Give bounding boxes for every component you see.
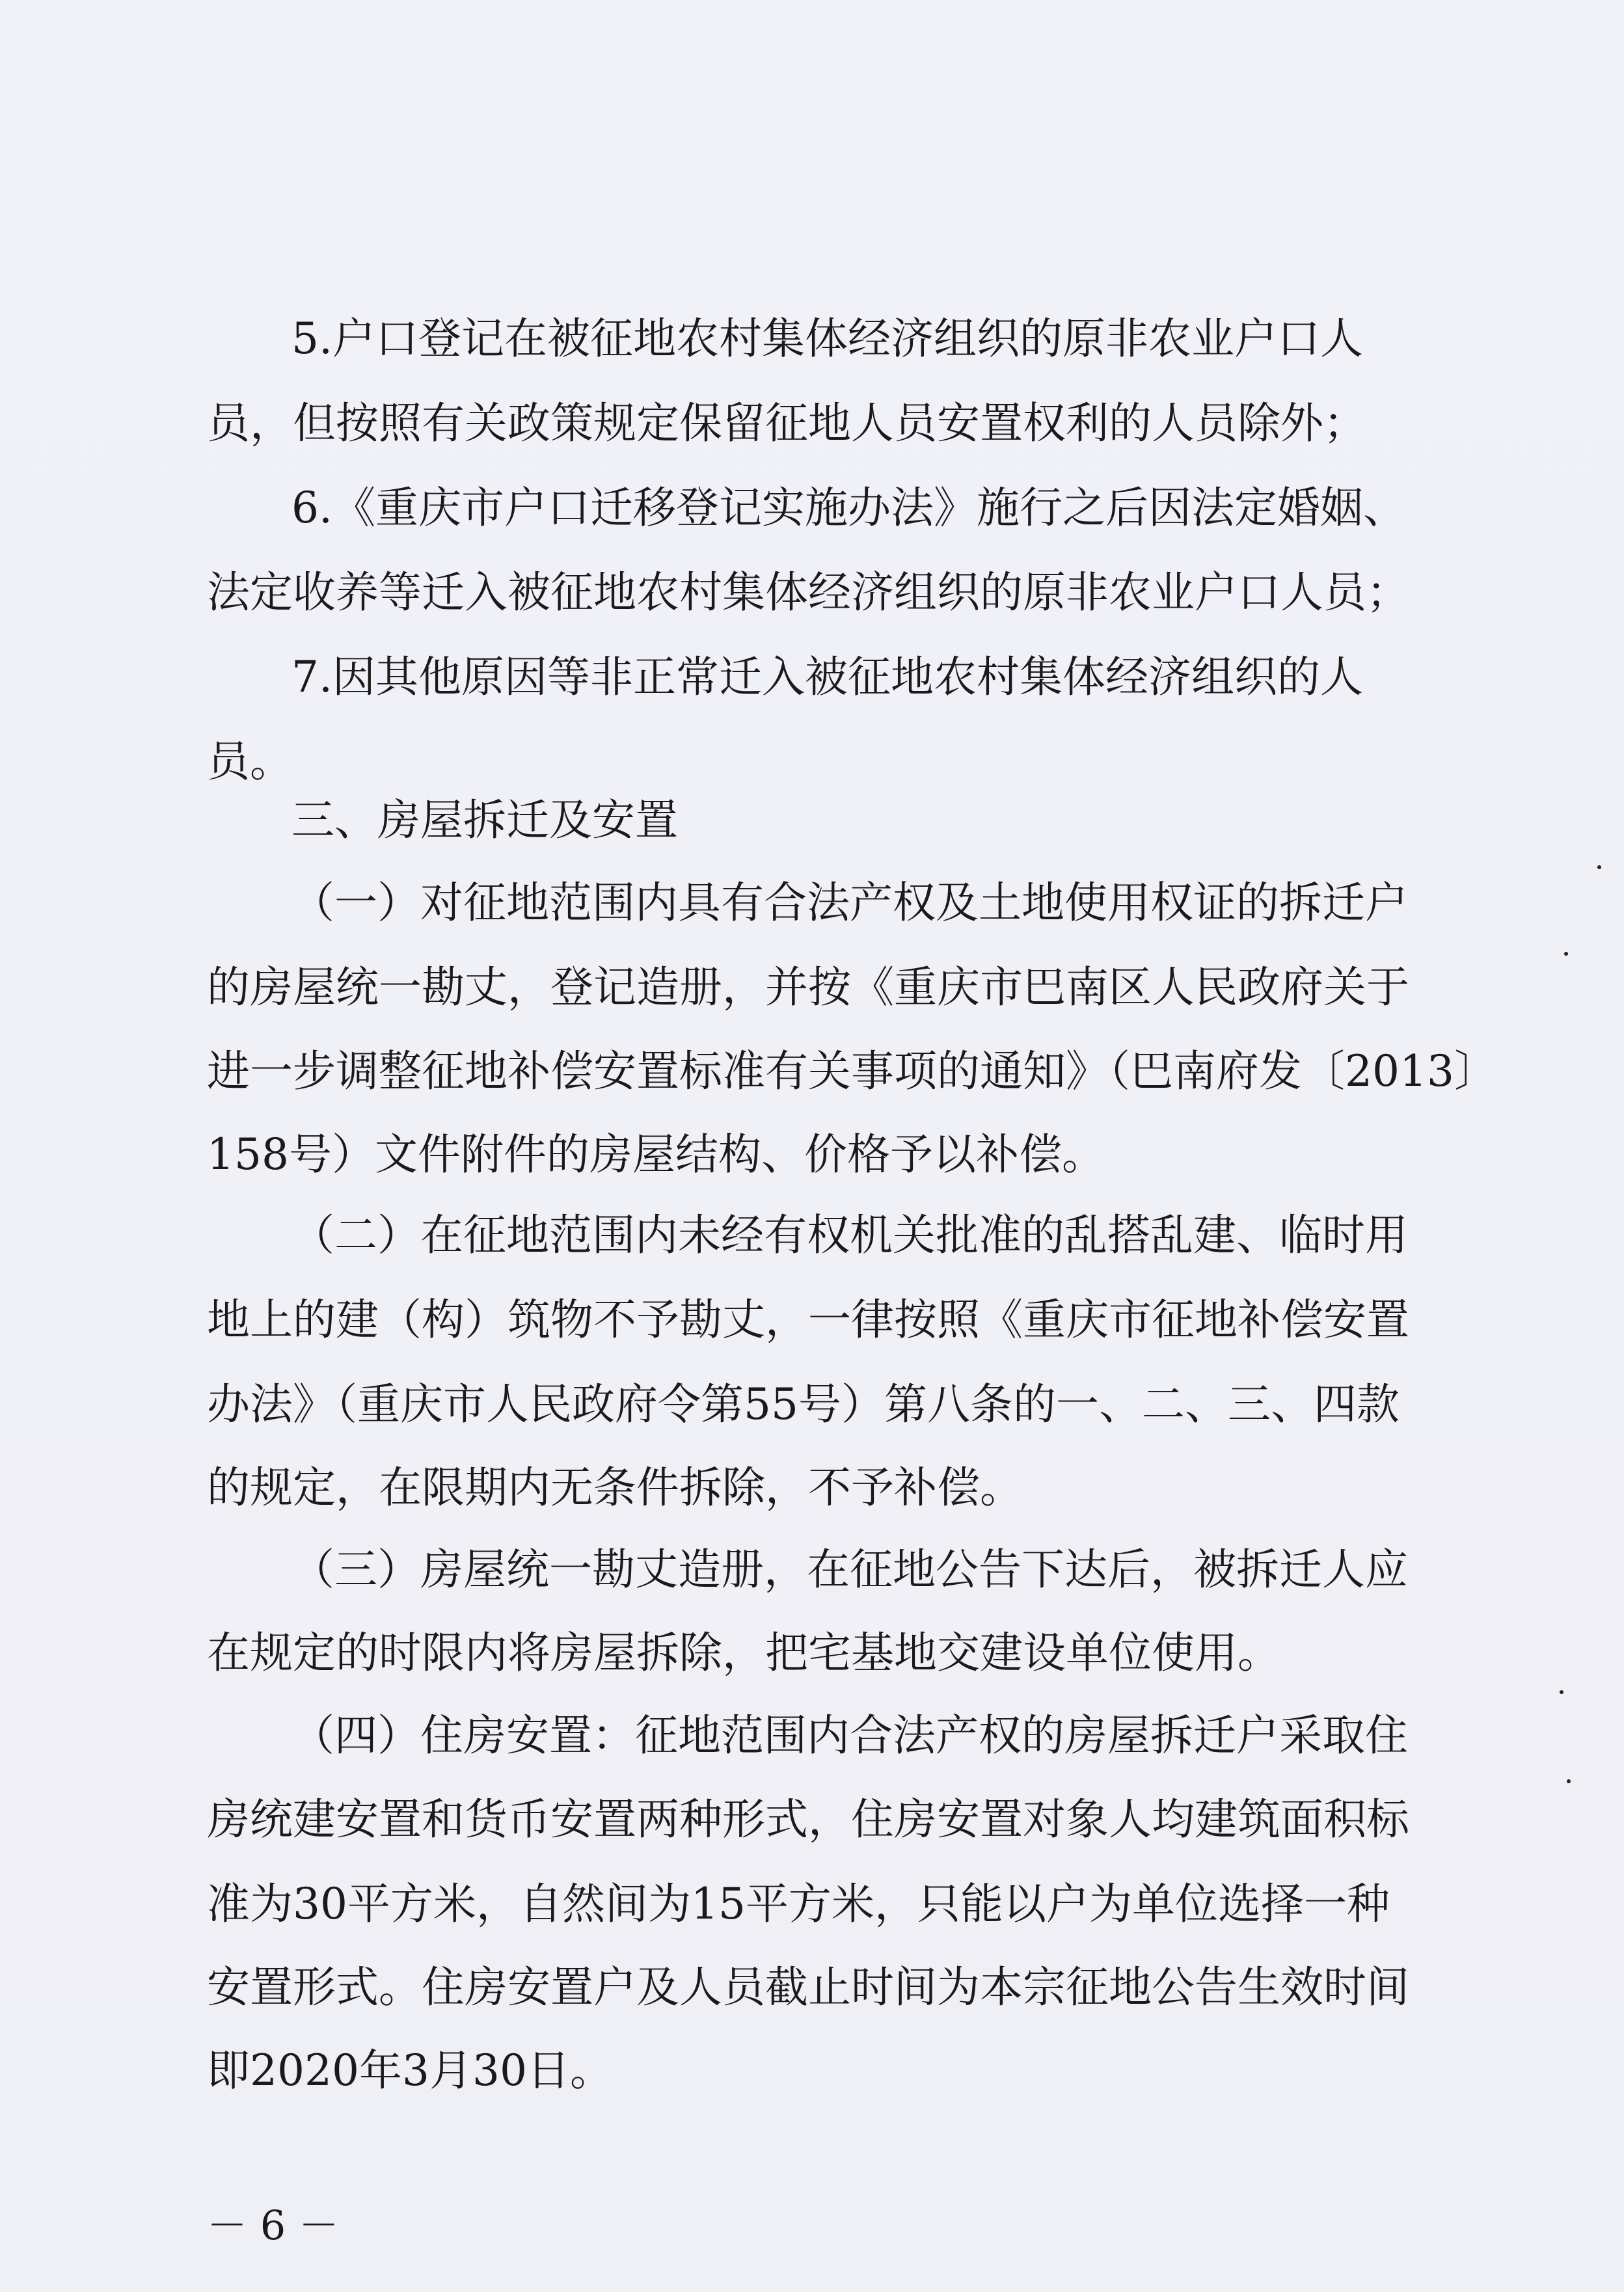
item-1-line-3: 进一步调整征地补偿安置标准有关事项的通知》（巴南府发〔2013〕 (207, 1046, 1497, 1096)
item-4-line-4: 安置形式。住房安置户及人员截止时间为本宗征地公告生效时间 (207, 1962, 1409, 2012)
item-3-line-1: （三）房屋统一勘丈造册，在征地公告下达后，被拆迁人应 (291, 1544, 1408, 1595)
item-1-line-4: 158号）文件附件的房屋结构、价格予以补偿。 (207, 1129, 1105, 1180)
item-2-line-2: 地上的建（构）筑物不予勘丈，一律按照《重庆市征地补偿安置 (207, 1295, 1409, 1345)
item-2-line-3: 办法》（重庆市人民政府令第55号）第八条的一、二、三、四款 (207, 1379, 1400, 1429)
scan-speck (1567, 1779, 1571, 1783)
item-2-line-1: （二）在征地范围内未经有权机关批准的乱搭乱建、临时用 (291, 1210, 1408, 1260)
paragraph-5-line-2: 员，但按照有关政策规定保留征地人员安置权利的人员除外； (207, 398, 1366, 448)
paragraph-6-line-1: 6.《重庆市户口迁移登记实施办法》施行之后因法定婚姻、 (291, 483, 1406, 533)
item-2-line-4: 的规定，在限期内无条件拆除，不予补偿。 (207, 1463, 1023, 1513)
item-1-line-2: 的房屋统一勘丈，登记造册，并按《重庆市巴南区人民政府关于 (207, 962, 1409, 1012)
paragraph-7-line-2: 员。 (207, 736, 293, 787)
section-heading: 三、房屋拆迁及安置 (291, 795, 678, 845)
item-4-line-3: 准为30平方米，自然间为15平方米，只能以户为单位选择一种 (207, 1879, 1390, 1929)
scan-speck (1560, 1690, 1563, 1694)
item-3-line-2: 在规定的时限内将房屋拆除，把宅基地交建设单位使用。 (207, 1628, 1280, 1678)
page-number: － 6 － (207, 2202, 339, 2249)
item-4-line-1: （四）住房安置：征地范围内合法产权的房屋拆迁户采取住 (291, 1710, 1408, 1760)
scan-speck (1597, 865, 1601, 869)
paragraph-5-line-1: 5.户口登记在被征地农村集体经济组织的原非农业户口人 (291, 314, 1363, 364)
item-1-line-1: （一）对征地范围内具有合法产权及土地使用权证的拆迁户 (291, 878, 1408, 928)
item-4-line-2: 房统建安置和货币安置两种形式，住房安置对象人均建筑面积标 (207, 1794, 1409, 1844)
item-4-line-5: 即2020年3月30日。 (207, 2045, 613, 2096)
scan-speck (1564, 952, 1568, 956)
paragraph-7-line-1: 7.因其他原因等非正常迁入被征地农村集体经济组织的人 (291, 652, 1363, 702)
paragraph-6-line-2: 法定收养等迁入被征地农村集体经济组织的原非农业户口人员； (207, 567, 1409, 617)
